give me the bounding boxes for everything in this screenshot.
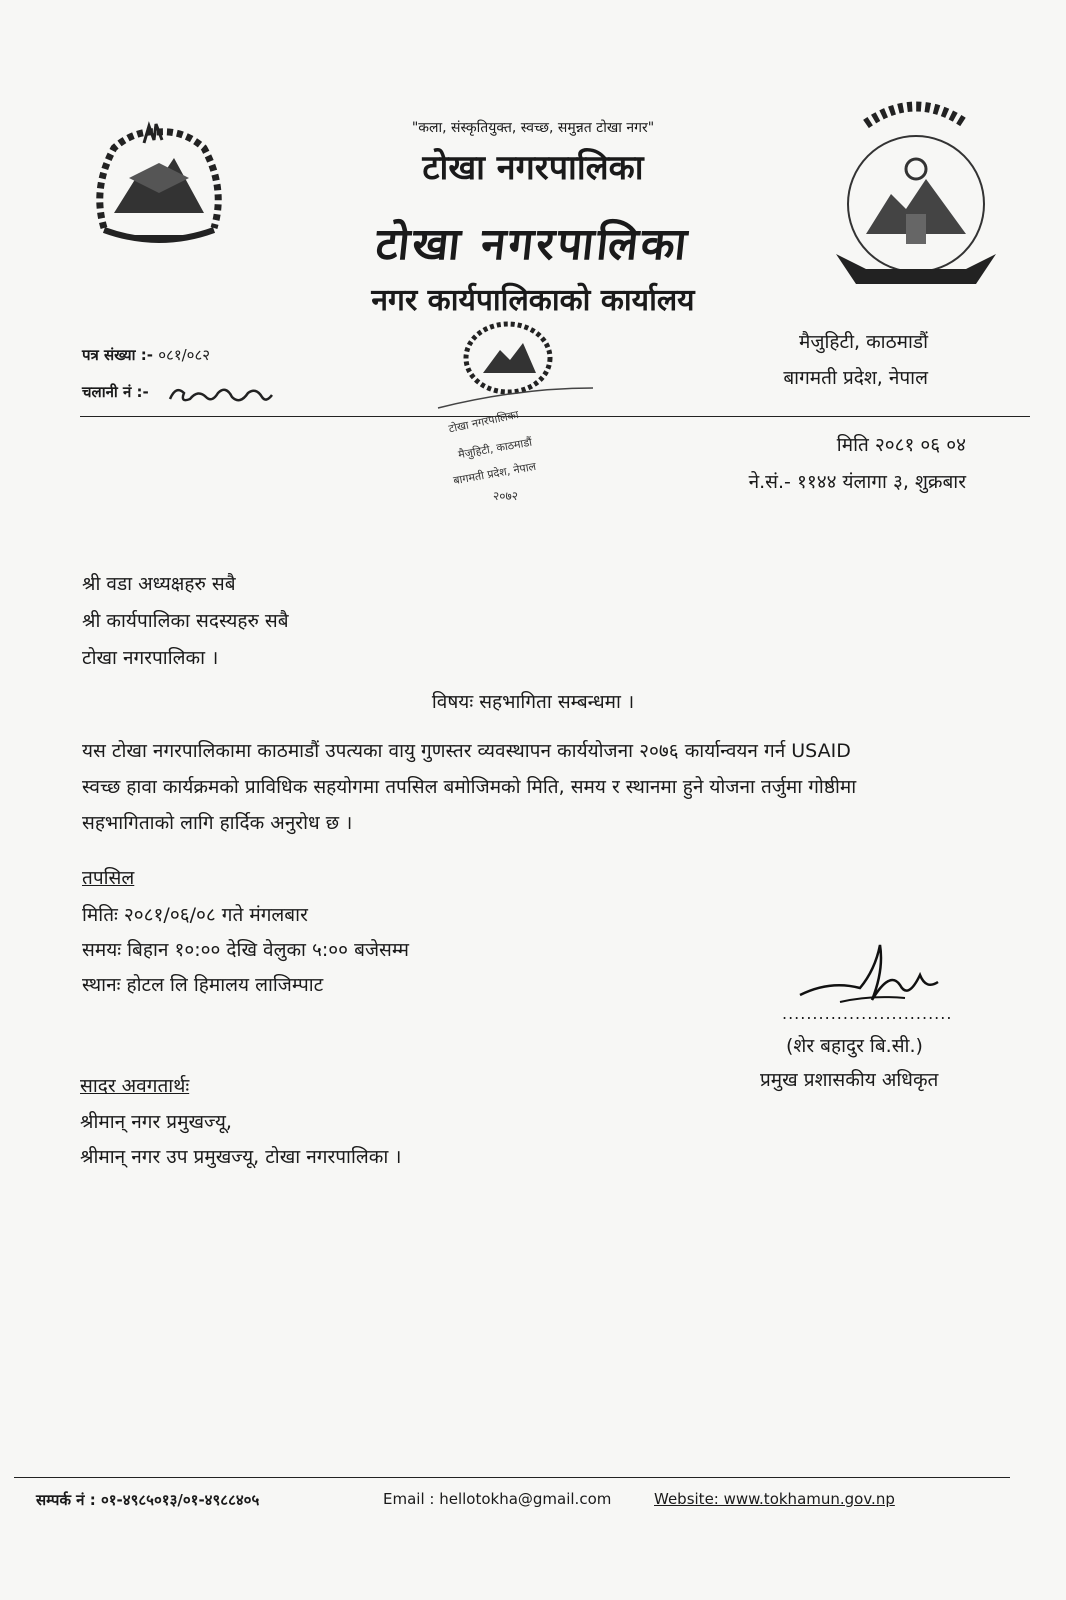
subject: विषयः सहभागिता सम्बन्धमा । bbox=[431, 691, 635, 713]
date-line-2: ने.सं.- ११४४ यंलागा ३, शुक्रबार bbox=[748, 471, 966, 493]
dispatch-number-label: चलानी नं :- bbox=[82, 383, 149, 401]
body-line-3: सहभागिताको लागि हार्दिक अनुरोध छ । bbox=[82, 812, 353, 834]
office-stamp-icon bbox=[428, 318, 613, 513]
office-name: नगर कार्यपालिकाको कार्यालय bbox=[371, 283, 695, 318]
recipient-1: श्री वडा अध्यक्षहरु सबै bbox=[82, 573, 236, 595]
footer-contact: सम्पर्क नं : ०१-४९८५०१३/०१-४९८८४०५ bbox=[36, 1491, 260, 1509]
org-name: टोखा नगरपालिका bbox=[422, 148, 644, 188]
handwritten-dispatch-number bbox=[166, 381, 276, 409]
cc-line-2: श्रीमान् नगर उप प्रमुखज्यू, टोखा नगरपालिका । bbox=[80, 1146, 402, 1168]
letter-number bbox=[82, 345, 210, 365]
letter-number-label: पत्र संख्या :- bbox=[82, 346, 153, 364]
motto: "कला, संस्कृतियुक्त, स्वच्छ, समुन्नत टोखा नगर" bbox=[411, 120, 655, 136]
stamp-line-3: बागमती प्रदेश, नेपाल bbox=[452, 459, 537, 488]
details-date: मितिः २०८१/०६/०८ गते मंगलबार bbox=[82, 904, 308, 926]
address-line-2: बागमती प्रदेश, नेपाल bbox=[783, 367, 928, 389]
org-name-stylized: टोखा नगरपालिका bbox=[373, 219, 693, 270]
stamp-year: २०७२ bbox=[493, 489, 518, 503]
details-time: समयः बिहान १०:०० देखि वेलुका ५:०० बजेसम्म bbox=[82, 939, 409, 961]
cc-heading: सादर अवगतार्थः bbox=[80, 1075, 190, 1097]
body-line-1: यस टोखा नगरपालिकामा काठमाडौं उपत्यका वायु गुणस्तर व्यवस्थापन कार्ययोजना २०७६ कार्यान्वयन गर्न USAID bbox=[82, 740, 851, 762]
footer-divider bbox=[14, 1477, 1010, 1478]
cc-line-1: श्रीमान् नगर प्रमुखज्यू, bbox=[80, 1111, 232, 1133]
details-heading: तपसिल bbox=[82, 867, 135, 889]
address-line-1: मैजुहिटी, काठमाडौं bbox=[799, 331, 928, 353]
date-line-1: मिति २०८१ ०६ ०४ bbox=[836, 434, 966, 456]
body-line-2: स्वच्छ हावा कार्यक्रमको प्राविधिक सहयोगमा तपसिल बमोजिमको मिति, समय र स्थानमा हुने योजना तर्जुमा गोष्ठीमा bbox=[82, 776, 857, 798]
footer-email: Email : hellotokha@gmail.com bbox=[383, 1490, 612, 1508]
details-venue: स्थानः होटल लि हिमालय लाजिम्पाट bbox=[82, 974, 324, 996]
signature-dots: ............................ bbox=[782, 1004, 953, 1023]
signatory-title: प्रमुख प्रशासकीय अधिकृत bbox=[760, 1069, 939, 1091]
stamp-line-2: मैजुहिटी, काठमाडौं bbox=[457, 435, 533, 462]
footer-website: Website: www.tokhamun.gov.np bbox=[654, 1490, 895, 1508]
recipient-3: टोखा नगरपालिका । bbox=[82, 647, 219, 669]
stamp-line-1: टोखा नगरपालिका bbox=[447, 407, 520, 436]
recipient-2: श्री कार्यपालिका सदस्यहरु सबै bbox=[82, 610, 289, 632]
signatory-name: (शेर बहादुर बि.सी.) bbox=[786, 1035, 923, 1057]
letter-number-value: ०८१/०८२ bbox=[158, 346, 211, 364]
body-paragraph bbox=[82, 733, 992, 841]
